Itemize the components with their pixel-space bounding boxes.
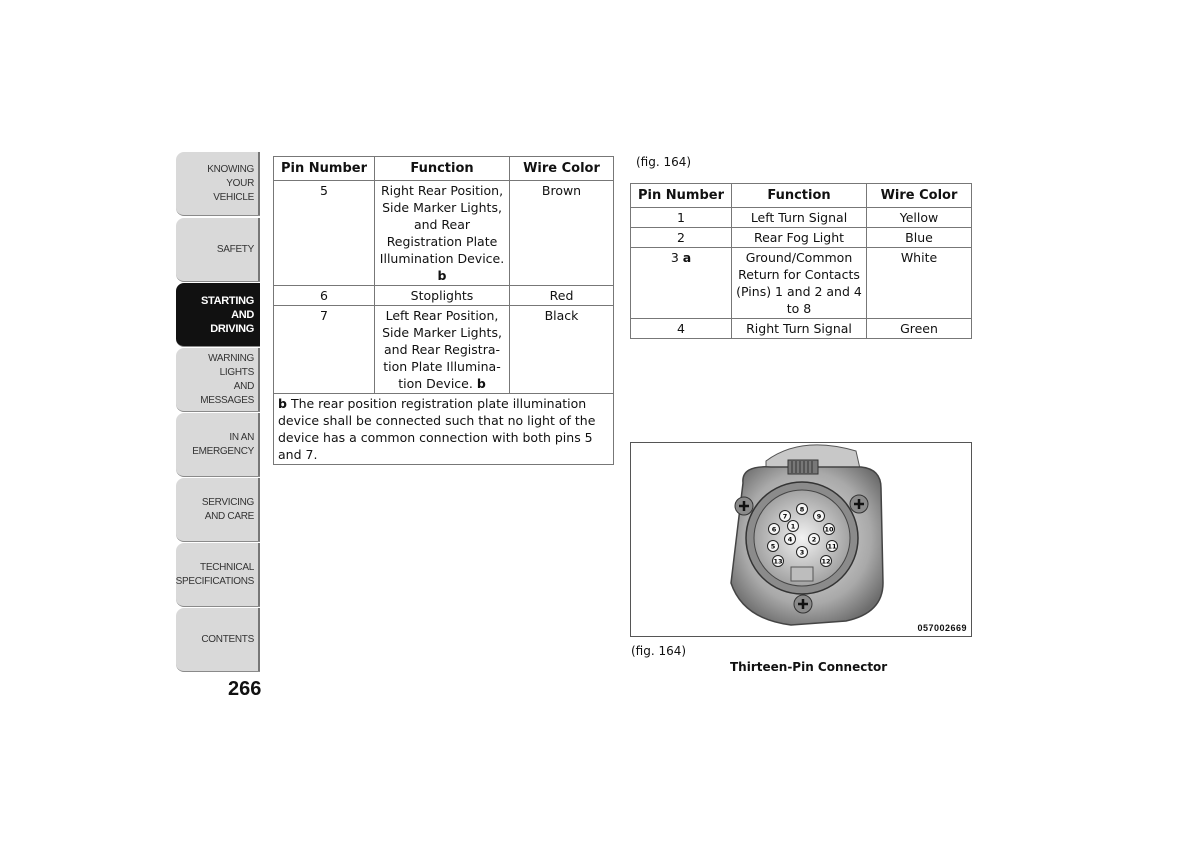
pin-table — [630, 183, 972, 339]
function-cell: Ground/Common Return for Contacts (Pins) 1 and 2 and 4 to 8 — [732, 248, 867, 319]
pin-label: 8 — [799, 505, 805, 514]
tab-warning-lights-and-messages[interactable]: WARNING LIGHTS AND MESSAGES — [176, 348, 260, 412]
tab-servicing-and-care[interactable]: SERVICING AND CARE — [176, 478, 260, 542]
column-header-wire-color: Wire Color — [510, 157, 614, 181]
figure-caption: Thirteen-Pin Connector — [730, 660, 888, 674]
function-cell: Stoplights — [375, 286, 510, 306]
screw-icon — [794, 595, 812, 613]
pin-label: 6 — [771, 525, 777, 534]
color-cell: White — [867, 248, 972, 319]
pin-label: 13 — [773, 557, 783, 566]
function-cell: Rear Fog Light — [732, 228, 867, 248]
pin-cell: 5 — [274, 181, 375, 286]
footnote-ref: b — [476, 376, 486, 391]
screw-icon — [735, 497, 753, 515]
pin-label: 11 — [827, 542, 837, 551]
function-cell: Left Rear Position, Side Marker Lights, and Rear Registra-tion Plate Illumina-tion Device. b — [375, 306, 510, 394]
pin-label: 5 — [770, 542, 776, 551]
page-number: 266 — [228, 678, 262, 700]
table-header-row — [274, 157, 614, 181]
tab-knowing-your-vehicle[interactable]: KNOWING YOUR VEHICLE — [176, 152, 260, 216]
function-cell: Left Turn Signal — [732, 208, 867, 228]
table-row — [274, 306, 614, 394]
column-header-pin: Pin Number — [631, 184, 732, 208]
pin-cell: 3 a — [631, 248, 732, 319]
table-row — [631, 319, 972, 339]
table-row — [631, 248, 972, 319]
column-header-wire-color: Wire Color — [867, 184, 972, 208]
table-note-row — [274, 394, 614, 465]
pin-cell: 6 — [274, 286, 375, 306]
table-row — [631, 228, 972, 248]
table-row — [631, 208, 972, 228]
tab-starting-and-driving[interactable]: STARTING AND DRIVING — [176, 283, 260, 347]
tab-safety[interactable]: SAFETY — [176, 218, 260, 282]
column-header-function: Function — [375, 157, 510, 181]
figure-code: 057002669 — [917, 623, 967, 633]
pin-label: 10 — [824, 525, 834, 534]
thirteen-pin-connector-illustration — [631, 443, 971, 636]
color-cell: Black — [510, 306, 614, 394]
table-row — [274, 286, 614, 306]
column-header-function: Function — [732, 184, 867, 208]
function-cell: Right Rear Position, Side Marker Lights, and Rear Registration Plate Illumination Device. b — [375, 181, 510, 286]
color-cell: Red — [510, 286, 614, 306]
color-cell: Green — [867, 319, 972, 339]
pin-label: 3 — [799, 548, 805, 557]
footnote-ref: a — [682, 250, 692, 265]
pin-cell: 2 — [631, 228, 732, 248]
table-note: b The rear position registration plate illumination device shall be connected such that no light of the device has a common connection with both pins 5 and 7. — [274, 394, 614, 465]
pin-cell: 4 — [631, 319, 732, 339]
column-header-pin: Pin Number — [274, 157, 375, 181]
table-row — [274, 181, 614, 286]
pin-cell: 7 — [274, 306, 375, 394]
function-cell: Right Turn Signal — [732, 319, 867, 339]
color-cell: Yellow — [867, 208, 972, 228]
pin-label: 12 — [821, 557, 831, 566]
footnote-ref: b — [437, 268, 447, 283]
screw-icon — [850, 495, 868, 513]
pin-cell: 1 — [631, 208, 732, 228]
tab-technical-specifications[interactable]: TECHNICAL SPECIFICATIONS — [176, 543, 260, 607]
table-header-row — [631, 184, 972, 208]
color-cell: Brown — [510, 181, 614, 286]
pin-label: 1 — [790, 522, 796, 531]
tab-contents[interactable]: CONTENTS — [176, 608, 260, 672]
pin-table-continued — [273, 156, 614, 465]
figure-reference: (fig. 164) — [636, 155, 692, 169]
pin-label: 7 — [782, 512, 788, 521]
tab-in-an-emergency[interactable]: IN AN EMERGENCY — [176, 413, 260, 477]
pin-label: 9 — [816, 512, 822, 521]
connector-figure — [630, 442, 972, 637]
pin-label: 4 — [787, 535, 793, 544]
key-notch — [791, 567, 813, 581]
color-cell: Blue — [867, 228, 972, 248]
pin-label: 2 — [811, 535, 817, 544]
figure-label: (fig. 164) — [631, 644, 687, 658]
